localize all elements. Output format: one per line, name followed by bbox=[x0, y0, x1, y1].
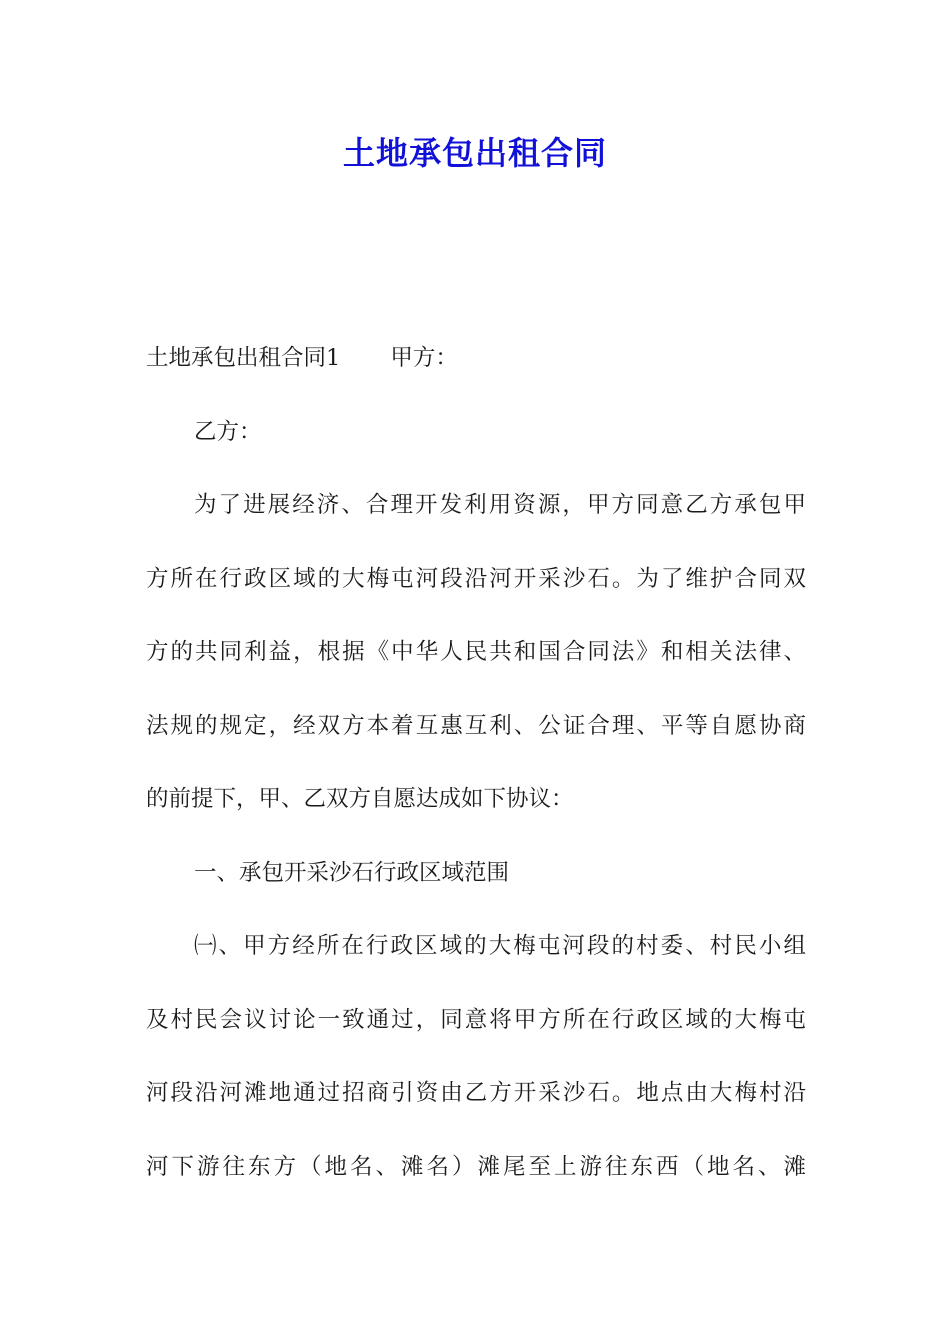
paragraph1-line: 方所在行政区域的大梅屯河段沿河开采沙石。为了维护合同双 bbox=[146, 565, 806, 592]
party-a-label: 甲方： bbox=[390, 345, 458, 371]
paragraph1-line: 方的共同利益，根据《中华人民共和国合同法》和相关法律、 bbox=[146, 639, 806, 665]
heading-line bbox=[146, 322, 806, 396]
document-body bbox=[146, 322, 806, 1204]
item1-line: 河段沿河滩地通过招商引资由乙方开采沙石。地点由大梅村沿 bbox=[146, 1080, 806, 1106]
item1-line: 及村民会议讨论一致通过，同意将甲方所在行政区域的大梅屯 bbox=[146, 1006, 806, 1033]
item1-line: 河下游往东方（地名、滩名）滩尾至上游往东西（地名、滩 bbox=[146, 1153, 806, 1180]
document-title: 土地承包出租合同 bbox=[342, 134, 607, 172]
contract-name: 土地承包出租合同1 bbox=[146, 345, 341, 371]
section1-heading: 一、承包开采沙石行政区域范围 bbox=[194, 859, 510, 886]
paragraph1-line: 为了进展经济、合理开发利用资源，甲方同意乙方承包甲 bbox=[194, 492, 806, 518]
paragraph1-line: 法规的规定，经双方本着互惠互利、公证合理、平等自愿协商 bbox=[146, 712, 806, 739]
party-b-label: 乙方： bbox=[194, 418, 262, 445]
item1-line: ㈠、甲方经所在行政区域的大梅屯河段的村委、村民小组 bbox=[194, 933, 806, 959]
paragraph1-line: 的前提下，甲、乙双方自愿达成如下协议： bbox=[146, 786, 574, 812]
